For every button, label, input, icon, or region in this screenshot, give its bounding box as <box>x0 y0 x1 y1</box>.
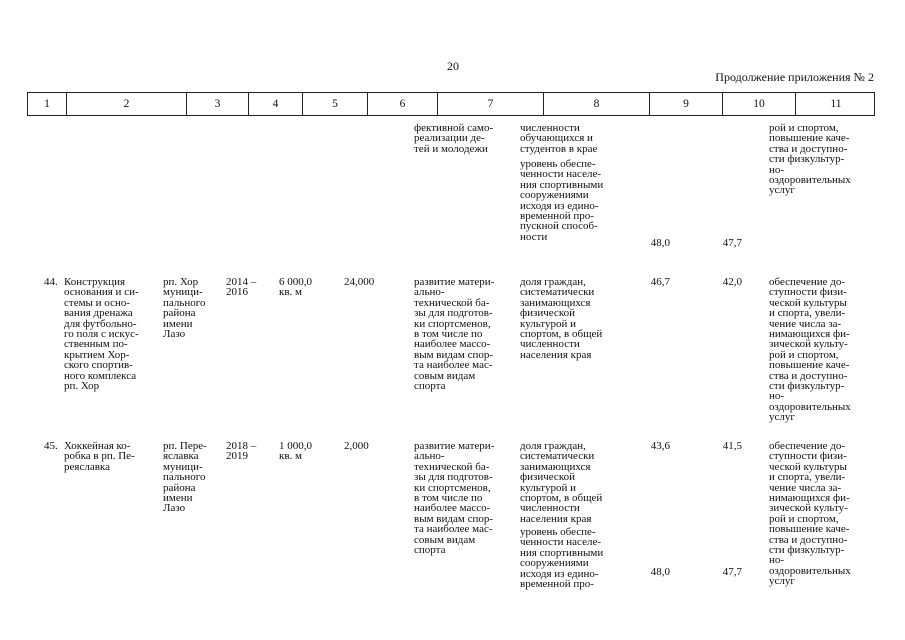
header-col-11: 11 <box>830 98 842 110</box>
row44-cost: 24,000 <box>344 276 375 288</box>
header-col-9: 9 <box>650 93 723 115</box>
header-col-2: 2 <box>67 93 187 115</box>
row45-indicator-a: доля граждан, систематически занимающихся физической культурой и спортом, в общей численности населения края <box>520 440 603 525</box>
continuation-caption: Продолжение приложения № 2 <box>715 70 874 84</box>
row44-capacity: 6 000,0 кв. м <box>279 276 312 299</box>
row45-value-col9-a: 43,6 <box>650 440 670 452</box>
row44-value-col10: 42,0 <box>722 276 742 288</box>
top-indicator-cell-b: уровень обеспе- ченности населе- ния спортивными сооружениями исходя из едино- временной про- пускной способ- ности <box>520 158 604 243</box>
row45-indicator-b: уровень обеспе- ченности населе- ния спортивными сооружениями исходя из едино- временной про- <box>520 526 604 591</box>
header-col-3: 3 <box>187 93 249 115</box>
header-col-6: 6 <box>368 93 438 115</box>
row44-value-col9: 46,7 <box>650 276 670 288</box>
top-result-cell: рой и спортом, повышение каче- ства и доступно- сти физкультур- но- оздоровительных услуг <box>769 122 851 197</box>
row45-goal: развитие матери- ально- технической ба- зы для подготов- ки спортсменов, в том числе по наиболее массо- вым видам спор- та наиболее мас- совым видам спорта <box>414 440 495 557</box>
header-col-1: 1 <box>28 93 67 115</box>
top-indicator-cell-a: численности обучающихся и студентов в крае <box>520 122 598 155</box>
row44-years: 2014 – 2016 <box>226 276 257 299</box>
top-goal-cell: фективной само- реализации де- тей и молодежи <box>414 122 494 155</box>
row45-value-col10-a: 41,5 <box>722 440 742 452</box>
header-col-8: 8 <box>544 93 650 115</box>
row44-object-name: Конструкция основания и си- стемы и осно- вания дренажа для футбольно- го поля с искус- ственным по- крытием Хор- ского спортив- ного комплекса рп. Хор <box>64 276 139 393</box>
row45-object-name: Хоккейная ко- робка в рп. Пе- реяславка <box>64 440 135 473</box>
row45-result: обеспечение до- ступности физи- ческой культуры и спорта, увели- чение числа за- нимающихся фи- зической культу- рой и спортом, повышение каче- ства и доступно- сти физкультур- но- оздоровительных услуг <box>769 440 851 588</box>
header-col-10: 10 <box>723 93 796 115</box>
row44-location: рп. Хор муници- пального района имени Лазо <box>163 276 206 341</box>
row45-capacity: 1 000,0 кв. м <box>279 440 312 463</box>
page-number: 20 <box>447 59 459 73</box>
top-value-col10: 47,7 <box>722 237 742 249</box>
row45-years: 2018 – 2019 <box>226 440 257 463</box>
header-col-5: 5 <box>303 93 368 115</box>
header-col-4: 4 <box>249 93 303 115</box>
row45-cost: 2,000 <box>344 440 369 452</box>
top-value-col9: 48,0 <box>650 237 670 249</box>
header-col-7: 7 <box>438 93 544 115</box>
row45-value-col9-b: 48,0 <box>650 566 670 578</box>
row45-number: 45. <box>44 440 58 452</box>
row44-number: 44. <box>44 276 58 288</box>
row44-goal: развитие матери- ально- технической ба- зы для подготов- ки спортсменов, в том числе по наиболее массо- вым видам спор- та наиболее мас- совым видам спорта <box>414 276 495 393</box>
row45-value-col10-b: 47,7 <box>722 566 742 578</box>
row45-location: рп. Пере- яславка муници- пального района имени Лазо <box>163 440 207 515</box>
row44-indicator: доля граждан, систематически занимающихся физической культурой и спортом, в общей численности населения края <box>520 276 603 361</box>
table-header <box>27 92 875 116</box>
row44-result: обеспечение до- ступности физи- ческой культуры и спорта, увели- чение числа за- нимающихся фи- зической культу- рой и спортом, повышение каче- ства и доступно- сти физкультур- но- оздоровительных услуг <box>769 276 851 424</box>
